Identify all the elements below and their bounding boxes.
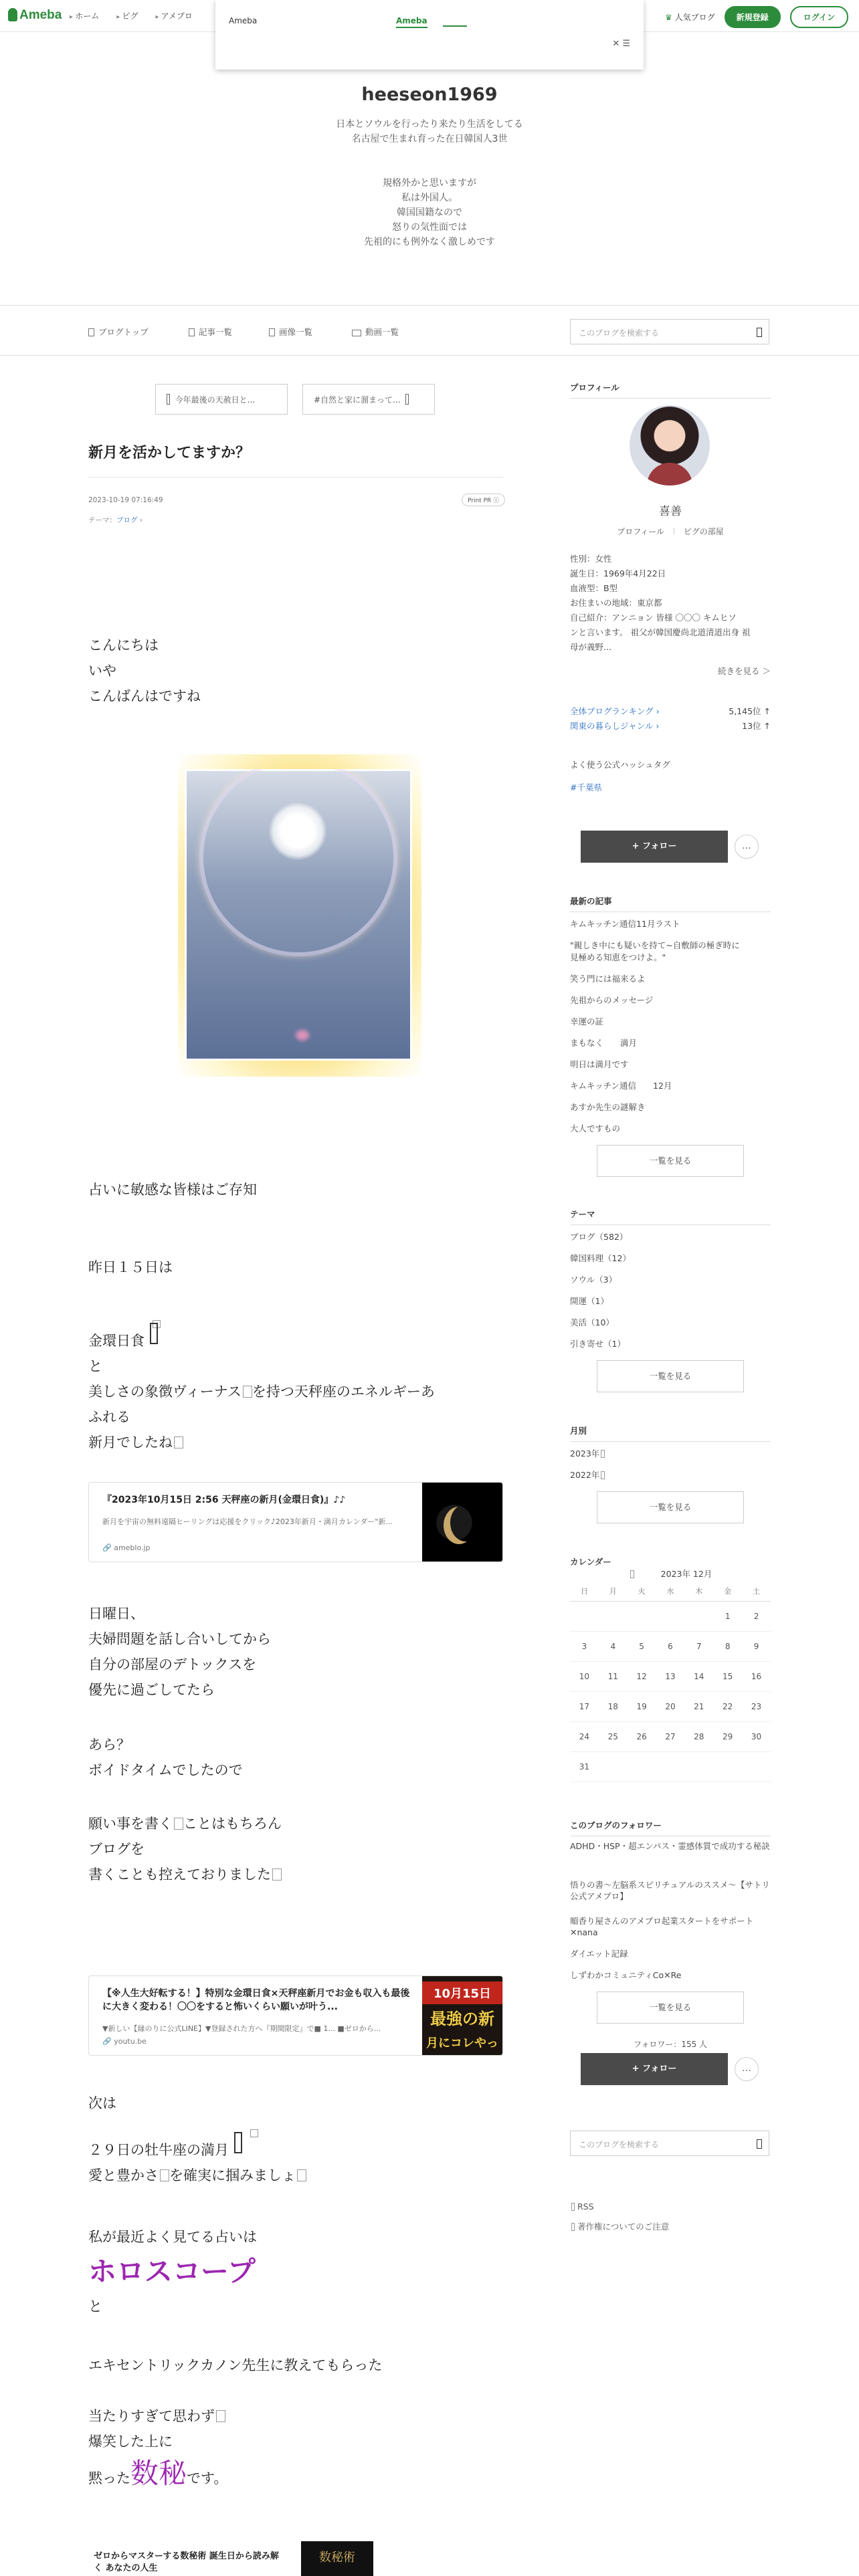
follower-item[interactable]: ADHD・HSP・超エンパス・霊感体質で成功する秘訣 xyxy=(570,1841,770,1851)
search-placeholder: このブログを検索する xyxy=(579,2140,660,2149)
text-span: 金環日食 xyxy=(88,1333,145,1349)
nav-label: 記事一覧 xyxy=(199,327,233,337)
article-title[interactable]: 新月を活かしてますか？ xyxy=(88,441,503,477)
calendar-day[interactable]: 31 xyxy=(570,1751,599,1782)
ranking-genre[interactable]: 関東の暮らしジャンル › 13位 ↑ xyxy=(570,721,771,731)
popular-blog-link[interactable] xyxy=(665,11,715,23)
link-icon: 🔗 xyxy=(102,2037,114,2046)
calendar-day[interactable]: 13 xyxy=(656,1661,685,1691)
theme-item[interactable]: ソウル（3） xyxy=(570,1275,617,1285)
article-paragraph xyxy=(88,633,503,709)
article-date: 2023-10-19 07:16:49 xyxy=(88,496,163,504)
text-line: と xyxy=(88,2298,102,2315)
recent-entry[interactable]: 明日は満月です xyxy=(570,1059,629,1069)
calendar-day xyxy=(628,1751,656,1782)
text-span: を持つ天秤座のエネルギーあ xyxy=(252,1384,435,1400)
print-pr-badge[interactable]: Print PR ⓘ xyxy=(462,494,505,506)
text-line: と xyxy=(88,1358,102,1374)
calendar-day[interactable]: 10 xyxy=(570,1661,599,1691)
nav-label: 画像一覧 xyxy=(279,327,313,337)
calendar-day[interactable]: 26 xyxy=(628,1721,656,1751)
broken-image-icon xyxy=(150,1323,158,1344)
recent-entry[interactable]: 幸運の証 xyxy=(570,1016,604,1027)
ad-overlay[interactable] xyxy=(215,0,644,70)
article-paragraph xyxy=(88,2224,503,2319)
pigg-room-link[interactable]: ピグの部屋 xyxy=(683,527,724,536)
card-thumbnail xyxy=(422,1976,502,2056)
broken-image-icon xyxy=(174,1436,183,1448)
header-actions xyxy=(665,6,848,28)
calendar-day[interactable]: 21 xyxy=(684,1691,713,1721)
copyright-label: 著作権についてのご注意 xyxy=(577,2222,670,2232)
rank-label: 関東の暮らしジャンル xyxy=(570,721,654,731)
text-span: 新月でしたね xyxy=(88,1434,173,1451)
text-line xyxy=(88,1323,503,1354)
recent-entry[interactable]: 大人ですもの xyxy=(570,1123,621,1134)
card-description: ▼新しい【縁のりに公式LINE】▼登録された方へ『期間限定』で■ 1... ■ゼロから... xyxy=(102,2024,381,2033)
nav-label: ブログトップ xyxy=(98,327,149,337)
text-span: 願い事を書く xyxy=(88,1816,173,1832)
month-label: 2022年 xyxy=(570,1470,600,1480)
rss-link[interactable] xyxy=(570,2202,594,2212)
calendar-heading: カレンダー xyxy=(570,1557,611,1567)
calendar-week xyxy=(570,1661,771,1691)
calendar-day[interactable]: 18 xyxy=(599,1691,628,1721)
article xyxy=(88,441,503,477)
profile-intro: 母が義野... xyxy=(570,642,611,652)
nav-blog-top[interactable] xyxy=(88,326,149,338)
sun xyxy=(269,802,326,860)
calendar-day xyxy=(656,1601,685,1631)
more-options-button-bottom[interactable]: … xyxy=(735,2057,759,2081)
calendar-day[interactable]: 15 xyxy=(713,1661,742,1691)
highlight-text: ホロスコープ xyxy=(88,2255,256,2288)
profile-intro: ンと言います。 祖父が韓国慶尚北道清道出身 祖 xyxy=(570,627,751,637)
recent-entry[interactable]: 笑う門には福来るよ xyxy=(570,974,646,984)
recent-list-button[interactable]: 一覧を見る xyxy=(597,1145,744,1177)
copyright-link[interactable] xyxy=(570,2220,669,2232)
image-icon xyxy=(269,328,275,336)
sun-halo-photo[interactable] xyxy=(178,754,421,1077)
text-line: 私が最近よく見てる占いは xyxy=(88,2229,257,2245)
ameba-mark-icon xyxy=(8,8,17,21)
domain-text: ameblo.jp xyxy=(114,1543,151,1552)
card-title: 『2023年10月15日 2:56 天秤座の新月(金環日食)』♪♪ xyxy=(102,1495,346,1505)
article-paragraph xyxy=(88,1255,503,1280)
text-line: ふれる xyxy=(88,1409,130,1425)
article-paragraph xyxy=(88,2090,503,2116)
popular-label: 人気ブログ xyxy=(674,13,715,22)
blog-desc-line: 規格外かと思いますが xyxy=(383,178,476,189)
rank-label: 全体ブログランキング xyxy=(570,706,654,716)
chevron-right-icon xyxy=(405,394,409,405)
calendar-weekdays xyxy=(570,1581,771,1601)
ad-tab-underline xyxy=(443,25,467,27)
calendar-day[interactable]: 8 xyxy=(713,1631,742,1661)
calendar-week xyxy=(570,1691,771,1721)
calendar-day[interactable]: 19 xyxy=(628,1691,656,1721)
blog-desc-line: 名古屋で生まれ育った在日韓国人3世 xyxy=(351,134,508,144)
broken-image-icon xyxy=(272,1868,282,1881)
rss-icon xyxy=(571,2203,575,2211)
next-entry-label: #自然と家に溜まって... xyxy=(314,395,401,405)
link-card-youtube[interactable] xyxy=(88,1975,503,2056)
nav-ameblo[interactable]: ▸ アメブロ xyxy=(155,10,192,21)
month-list-button[interactable]: 一覧を見る xyxy=(597,1491,744,1523)
ameba-logo[interactable] xyxy=(8,8,62,23)
blog-desc-line: 韓国国籍なので xyxy=(397,207,462,218)
light-flare xyxy=(296,1030,309,1041)
article-theme: テーマ：ブログ › xyxy=(88,516,143,524)
text-line xyxy=(88,1430,503,1455)
nav-video-list[interactable] xyxy=(352,326,399,338)
theme-heading: テーマ xyxy=(570,1208,771,1225)
theme-link[interactable]: ブログ xyxy=(116,516,138,524)
text-line: 占いに敏感な皆様はご存知 xyxy=(88,1182,257,1198)
hashtag-link[interactable]: #千葉県 xyxy=(570,782,602,792)
text-line: 日曜日、 xyxy=(88,1606,145,1622)
followers-heading: このブログのフォロワー xyxy=(570,1819,771,1836)
profile-links xyxy=(570,526,771,537)
blog-desc-line: 私は外国人。 xyxy=(401,193,458,203)
link-card-ameblo[interactable] xyxy=(88,1482,503,1562)
expand-icon xyxy=(601,1471,605,1479)
article-paragraph xyxy=(88,1732,503,1783)
article-paragraph xyxy=(88,2353,503,2378)
text-line xyxy=(88,1862,503,1887)
theme-item[interactable]: 開運（1） xyxy=(570,1296,609,1306)
ad-close-icon[interactable]: ✕ ☰ xyxy=(612,39,630,49)
calendar-day xyxy=(684,1751,713,1782)
calendar-day[interactable]: 16 xyxy=(742,1661,771,1691)
calendar-day xyxy=(742,1751,771,1782)
signup-button[interactable]: 新規登録 xyxy=(725,6,781,28)
calendar-day[interactable]: 6 xyxy=(656,1631,685,1661)
highlight-text: 数秘 xyxy=(130,2457,187,2490)
weekday: 土 xyxy=(742,1581,771,1601)
recent-entry[interactable]: キムキッチン通信11月ラスト xyxy=(570,919,680,929)
follower-count: フォロワー：155 人 xyxy=(633,2040,708,2049)
prev-entry-label: 今年最後の天赦日と... xyxy=(175,395,256,405)
text-line: エキセントリックカノン先生に教えてもらった xyxy=(88,2357,383,2373)
follow-button-bottom[interactable]: + フォロー xyxy=(581,2053,728,2085)
recent-entry[interactable]: 先祖からのメッセージ xyxy=(570,995,654,1005)
crown-icon: ♛ xyxy=(664,13,675,22)
calendar-day[interactable]: 12 xyxy=(628,1661,656,1691)
calendar-day[interactable]: 11 xyxy=(599,1661,628,1691)
text-line xyxy=(88,2403,503,2429)
blog-search-input[interactable] xyxy=(570,319,769,344)
article-paragraph xyxy=(88,1309,503,1455)
theme-item[interactable]: 韓国料理（12） xyxy=(570,1253,631,1263)
calendar-day xyxy=(599,1751,628,1782)
recent-entry[interactable]: まもなく 満月 xyxy=(570,1038,638,1048)
card-description: 新月を宇宙の無料遠隔ヒーリングは応援をクリック♪2023年新月・満月カレンダー"新... xyxy=(102,1517,393,1526)
text-line: ボイドタイムでしたので xyxy=(88,1762,243,1778)
thumb-text: 月にコレやっ xyxy=(426,2036,498,2050)
text-line xyxy=(88,1811,503,1836)
article-paragraph xyxy=(88,2119,503,2188)
broken-image-icon xyxy=(297,2169,306,2181)
calendar-day[interactable]: 3 xyxy=(570,1631,599,1661)
weekday: 火 xyxy=(628,1581,656,1601)
card-title: 【※人生大好転する！】特別な金環日食×天秤座新月でお金も収入も最後に大きく変わる！〇〇をすると怖いくらい願いが叶う... xyxy=(102,1988,410,2012)
calendar-day[interactable]: 5 xyxy=(628,1631,656,1661)
calendar-day[interactable]: 27 xyxy=(656,1721,685,1751)
text-span: 愛と豊かさ xyxy=(88,2167,159,2183)
calendar-day[interactable]: 24 xyxy=(570,1721,599,1751)
profile-birthday: 誕生日：1969年4月22日 xyxy=(570,568,666,578)
next-entry-link[interactable] xyxy=(302,384,435,415)
nav-home[interactable]: ▸ ホーム xyxy=(70,10,99,21)
text-span: 黙った xyxy=(88,2470,130,2486)
broken-image-icon xyxy=(250,2129,258,2137)
blog-desc-line: 怒りの気性面では xyxy=(392,222,467,233)
article-paragraph xyxy=(88,1811,503,1887)
calendar-week xyxy=(570,1631,771,1661)
calendar-week xyxy=(570,1751,771,1782)
rank-value: 5,145位 ↑ xyxy=(729,706,771,716)
text-span: 美しさの象徴ヴィーナス xyxy=(88,1384,242,1400)
card-thumbnail xyxy=(422,1483,502,1562)
text-line: こんにちは xyxy=(88,637,159,653)
calendar-day xyxy=(684,1601,713,1631)
ad-label: Ameba xyxy=(229,16,258,25)
blog-desc-line: 日本とソウルを行ったり来たり生活をしてる xyxy=(336,119,523,130)
weekday: 月 xyxy=(599,1581,628,1601)
text-line: こんばんはですね xyxy=(88,688,201,704)
text-line: 自分の部屋のデトックスを xyxy=(88,1656,257,1673)
calendar-day[interactable]: 30 xyxy=(742,1721,771,1751)
calendar-day[interactable]: 25 xyxy=(599,1721,628,1751)
calendar-table xyxy=(570,1581,771,1782)
text-line: 爆笑した上に xyxy=(88,2434,173,2450)
follower-item[interactable]: 順香り屋さんのアメブロ起業スタートをサポート✕nana xyxy=(570,1916,754,1937)
text-line: 夫婦問題を話し合いしてから xyxy=(88,1631,271,1647)
calendar-month: 2023年 12月 xyxy=(660,1569,712,1579)
calendar-day[interactable]: 9 xyxy=(742,1631,771,1661)
video-icon xyxy=(352,330,361,336)
calendar-day[interactable]: 28 xyxy=(684,1721,713,1751)
link-icon: 🔗 xyxy=(102,1543,114,1552)
text-line: 優先に過ごしてたら xyxy=(88,1682,215,1698)
crescent-moon xyxy=(450,1504,481,1541)
weekday: 水 xyxy=(656,1581,685,1601)
text-line: ブログを xyxy=(88,1841,145,1857)
search-placeholder: このブログを検索する xyxy=(579,328,660,338)
theme-label: テーマ： xyxy=(88,516,116,524)
ad-tab[interactable]: Ameba xyxy=(396,16,427,28)
book-cover: 数秘術 xyxy=(301,2541,373,2576)
recent-entry[interactable]: キムキッチン通信 12月 xyxy=(570,1081,672,1091)
home-icon xyxy=(88,328,94,336)
recent-entry[interactable]: あすか先生の謎解き xyxy=(570,1102,646,1112)
login-button[interactable]: ログイン xyxy=(790,6,848,28)
calendar-day[interactable]: 29 xyxy=(713,1721,742,1751)
blog-title[interactable]: heeseon1969 xyxy=(361,84,498,105)
photo-frame xyxy=(185,769,412,1061)
weekday: 木 xyxy=(684,1581,713,1601)
sidebar-search-input[interactable] xyxy=(570,2131,769,2156)
text-line: 昨日１５日は xyxy=(88,1259,173,1275)
follower-item[interactable]: ダイエット記録 xyxy=(570,1949,628,1959)
calendar-day[interactable]: 2 xyxy=(742,1601,771,1631)
domain-text: youtu.be xyxy=(114,2037,147,2046)
calendar-day xyxy=(713,1751,742,1782)
profile-blood: 血液型：B型 xyxy=(570,583,618,593)
thumb-text: 最強の新 xyxy=(430,2010,494,2028)
calendar-day[interactable]: 7 xyxy=(684,1631,713,1661)
rss-label: RSS xyxy=(577,2202,594,2212)
text-span: 書くことも控えておりました xyxy=(88,1866,271,1883)
calendar xyxy=(570,1581,771,1782)
blog-desc-line: 先祖的にも例外なく激しめです xyxy=(364,237,495,247)
profile-home: お住まいの地域：東京都 xyxy=(570,598,662,608)
text-line xyxy=(88,2454,503,2498)
recent-entry[interactable]: "親しき中にも疑いを持て~自敷師の極ぎ時に xyxy=(570,940,740,950)
broken-image-icon xyxy=(216,2410,225,2422)
month-item[interactable] xyxy=(570,1447,605,1459)
prev-entry-link[interactable] xyxy=(155,384,288,415)
broken-image-icon xyxy=(160,2169,169,2181)
month-heading: 月別 xyxy=(570,1424,771,1442)
profile-more-link[interactable]: 続きを見る ＞ xyxy=(718,666,771,676)
nav-entry-list[interactable] xyxy=(189,326,232,338)
copyright-icon xyxy=(571,2223,575,2231)
calendar-day xyxy=(628,1601,656,1631)
article-paragraph xyxy=(88,2403,503,2498)
profile-name[interactable]: 喜善 xyxy=(659,505,682,518)
text-line: あら？ xyxy=(88,1737,130,1753)
rank-value: 13位 ↑ xyxy=(742,721,771,731)
calendar-day xyxy=(656,1751,685,1782)
calendar-day xyxy=(599,1601,628,1631)
calendar-prev-icon[interactable] xyxy=(630,1570,634,1578)
avatar-shirt xyxy=(647,463,692,486)
theme-item[interactable]: ブログ（582） xyxy=(570,1232,628,1242)
theme-list-button[interactable]: 一覧を見る xyxy=(597,1360,744,1392)
hashtag-heading: よく使う公式ハッシュタグ xyxy=(570,760,670,770)
broken-image-icon xyxy=(174,1818,183,1830)
calendar-day[interactable]: 4 xyxy=(599,1631,628,1661)
followers-list-button[interactable]: 一覧を見る xyxy=(597,1992,744,2024)
text-line: 次は xyxy=(88,2095,116,2111)
follower-item[interactable]: 悟りの書～左脳系スピリチュアルのススメ～【サトリ公式アメブロ】 xyxy=(570,1880,770,1901)
card-title: ゼロからマスターする数秘術 誕生日から読み解く あなたの人生 xyxy=(94,2551,279,2573)
text-span: を確実に掴みましょ xyxy=(169,2167,296,2183)
weekday: 金 xyxy=(713,1581,742,1601)
follow-button[interactable]: + フォロー xyxy=(581,831,728,863)
calendar-day[interactable]: 17 xyxy=(570,1691,599,1721)
calendar-day[interactable]: 23 xyxy=(742,1691,771,1721)
book-card[interactable] xyxy=(88,2541,503,2576)
profile-gender: 性別：女性 xyxy=(570,554,612,564)
calendar-day[interactable]: 20 xyxy=(656,1691,685,1721)
more-options-button[interactable]: … xyxy=(735,835,759,859)
global-nav xyxy=(70,10,193,21)
chevron-left-icon xyxy=(167,394,170,405)
month-label: 2023年 xyxy=(570,1448,600,1459)
theme-item[interactable]: 美活（10） xyxy=(570,1317,614,1327)
ranking-overall[interactable]: 全体ブログランキング › 5,145位 ↑ xyxy=(570,706,771,716)
follower-item[interactable]: しずわかコミュニティCo✕Re xyxy=(570,1970,682,1980)
search-icon[interactable] xyxy=(757,2139,762,2149)
recent-entry[interactable]: 見極める知恵をつけよ。" xyxy=(570,952,666,962)
broken-image-icon xyxy=(234,2132,242,2153)
calendar-day xyxy=(570,1601,599,1631)
blog-nav xyxy=(0,305,859,356)
logo-text: Ameba xyxy=(19,8,62,22)
calendar-day[interactable]: 14 xyxy=(684,1661,713,1691)
expand-icon xyxy=(601,1450,605,1458)
theme-item[interactable]: 引き寄せ（1） xyxy=(570,1339,626,1349)
profile-avatar[interactable] xyxy=(630,405,710,486)
nav-pigg[interactable]: ▸ ピグ xyxy=(116,10,138,21)
halo-ring xyxy=(199,769,397,956)
calendar-day[interactable]: 1 xyxy=(713,1601,742,1631)
text-span: 当たりすぎて思わず xyxy=(88,2408,215,2424)
calendar-nav xyxy=(570,1568,771,1580)
broken-image-row xyxy=(88,2119,503,2132)
text-span: です。 xyxy=(187,2470,228,2486)
weekday: 日 xyxy=(570,1581,599,1601)
month-item[interactable] xyxy=(570,1469,605,1481)
broken-image-icon xyxy=(243,1386,252,1398)
profile-heading: プロフィール xyxy=(570,381,771,399)
nav-image-list[interactable] xyxy=(269,326,312,338)
article-paragraph xyxy=(88,1601,503,1703)
text-span: ことはもちろん xyxy=(183,1816,282,1832)
calendar-day[interactable]: 22 xyxy=(713,1691,742,1721)
text-line xyxy=(88,2132,503,2163)
broken-image-row xyxy=(88,1309,503,1323)
thumb-text: 10月15日 xyxy=(422,1981,502,2004)
calendar-body xyxy=(570,1601,771,1782)
profile-link[interactable]: プロフィール xyxy=(617,527,665,536)
text-line: いや xyxy=(88,663,116,679)
card-domain xyxy=(102,2037,147,2046)
profile-intro: 自己紹介：アンニョン 皆様 〇〇〇 キムヒソ xyxy=(570,613,737,623)
nav-label: 動画一覧 xyxy=(365,327,399,337)
text-line xyxy=(88,1379,503,1404)
text-span: ２９日の牡牛座の満月 xyxy=(88,2142,229,2158)
document-icon xyxy=(189,328,195,336)
search-icon[interactable] xyxy=(757,328,762,337)
recent-heading: 最新の記事 xyxy=(570,895,771,912)
calendar-week xyxy=(570,1721,771,1751)
calendar-week xyxy=(570,1601,771,1631)
text-line xyxy=(88,2163,503,2188)
article-paragraph xyxy=(88,1177,503,1202)
card-domain xyxy=(102,1543,151,1552)
